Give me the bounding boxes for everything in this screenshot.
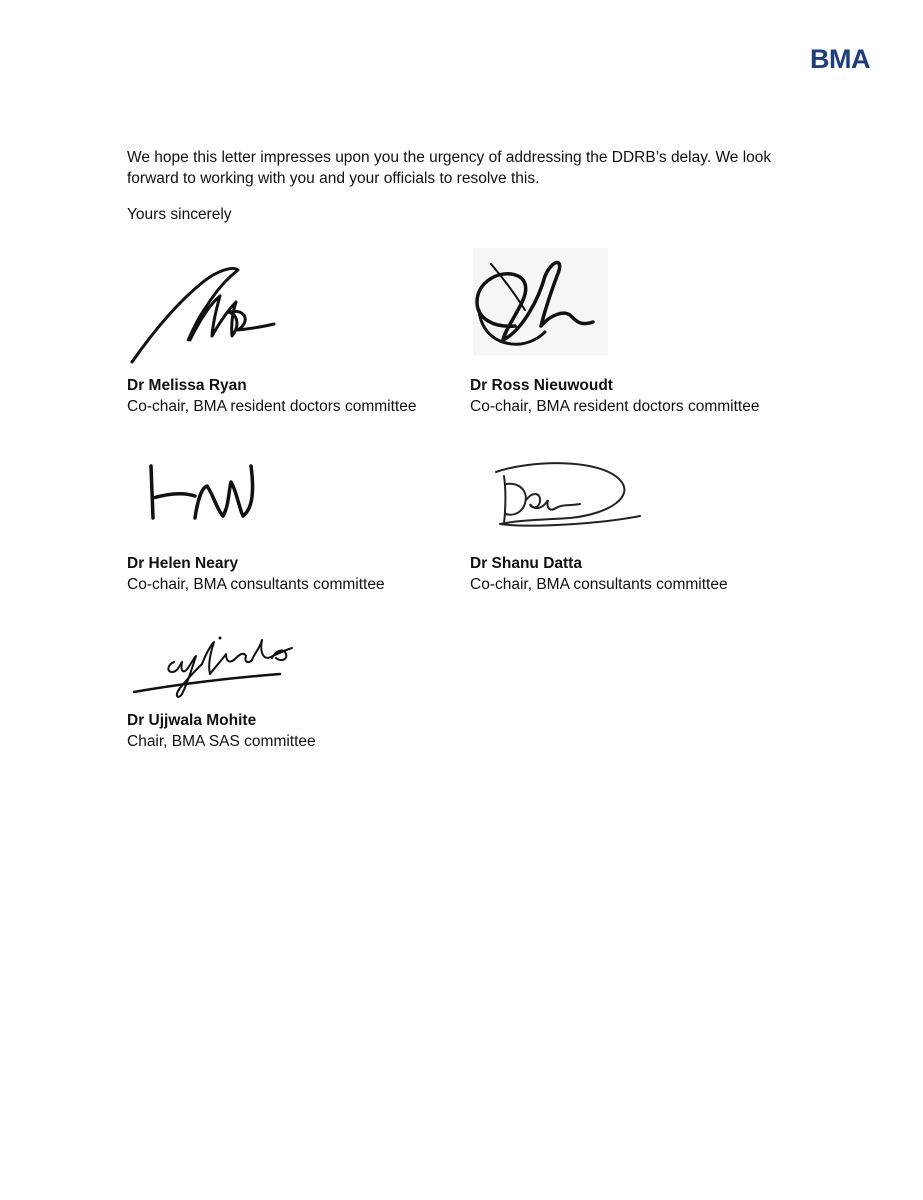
signatory-ross-nieuwoudt: [470, 376, 759, 417]
signature-shanu-datta: [490, 458, 650, 533]
signatory-role: Co-chair, BMA resident doctors committee: [470, 397, 760, 415]
signature-ujjwala-mohite: [130, 618, 305, 703]
letter-paragraph: We hope this letter impresses upon you the urgency of addressing the DDRB’s delay. We look forward to working with you and your officials to resolve this.: [127, 149, 772, 187]
signatory-role: Co-chair, BMA consultants committee: [127, 575, 385, 593]
signatory-name: Dr Helen Neary: [127, 555, 239, 572]
signatory-shanu-datta: [470, 554, 728, 595]
signatory-role: Chair, BMA SAS committee: [127, 732, 316, 750]
signatory-name: Dr Ross Nieuwoudt: [470, 377, 613, 394]
signatory-name: Dr Melissa Ryan: [127, 377, 247, 394]
signatory-ujjwala-mohite: [127, 711, 316, 752]
signatory-helen-neary: [127, 554, 385, 595]
signatory-name: Dr Shanu Datta: [470, 555, 582, 572]
signature-helen-neary: [143, 458, 263, 528]
signatory-name: Dr Ujjwala Mohite: [127, 712, 257, 729]
signature-melissa-ryan: [128, 262, 278, 367]
signature-ross-nieuwoudt: [473, 248, 608, 355]
signatory-role: Co-chair, BMA resident doctors committee: [127, 397, 417, 415]
signatory-role: Co-chair, BMA consultants committee: [470, 575, 728, 593]
letter-closing: Yours sincerely: [127, 206, 232, 223]
bma-logo: BMA: [810, 44, 870, 74]
signatory-melissa-ryan: [127, 376, 416, 417]
